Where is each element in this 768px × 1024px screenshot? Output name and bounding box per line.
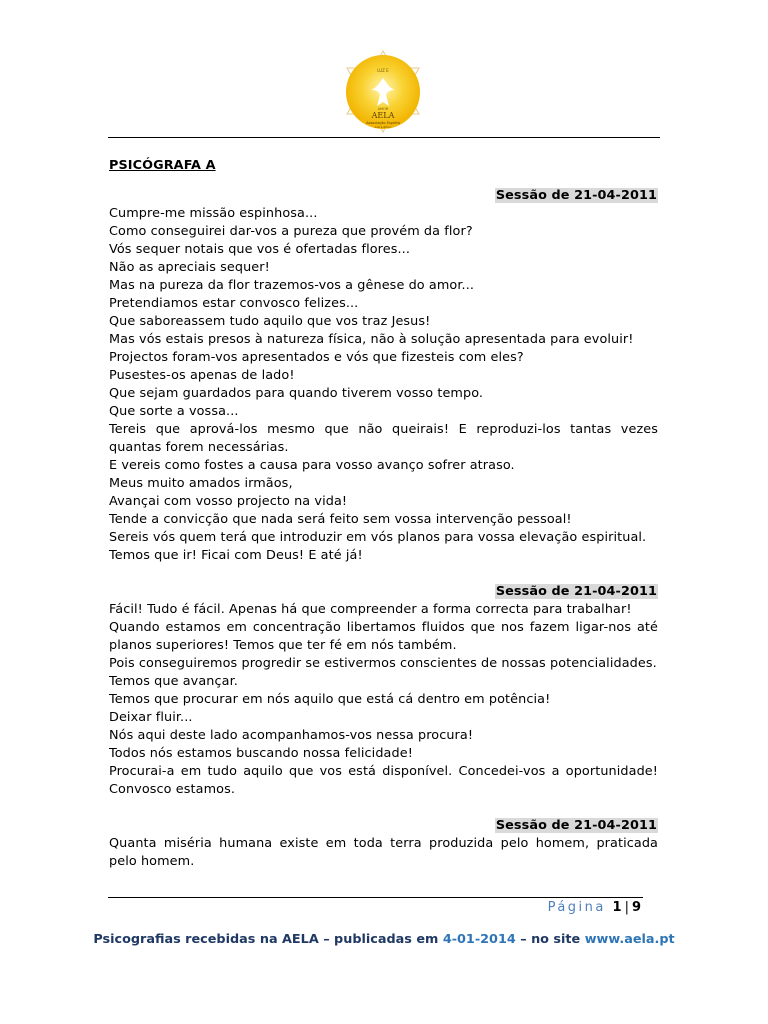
page-total: 9 xyxy=(631,900,641,915)
text-line: E vereis como fostes a causa para vosso avanço sofrer atraso. xyxy=(109,458,515,473)
text-line: Que sorte a vossa... xyxy=(109,404,239,419)
text-line: Deixar fluir... xyxy=(109,710,193,725)
session-date-label xyxy=(109,817,658,835)
document-body xyxy=(109,157,658,871)
session-gap xyxy=(109,799,658,817)
footer-site-link[interactable]: www.aela.pt xyxy=(584,932,675,947)
page-separator: | xyxy=(624,900,629,915)
logo-subtitle-2: Luz e Amor xyxy=(375,125,391,129)
text-line: Que saboreassem tudo aquilo que vos traz Jesus! xyxy=(109,314,431,329)
text-line: Quanta miséria humana existe em toda terra produzida pelo homem, praticada pelo homem. xyxy=(109,836,658,869)
text-line: Procurai-a em tudo aquilo que vos está disponível. Concedei-vos a oportunidade! Convosco estamos. xyxy=(109,764,658,797)
session-block xyxy=(109,583,658,799)
session-date-text: Sessão de 21-04-2011 xyxy=(495,584,657,599)
footer-prefix: Psicografias recebidas na AELA – publicadas em xyxy=(93,932,443,947)
text-line: Todos nós estamos buscando nossa felicidade! xyxy=(109,746,413,761)
session-date-label xyxy=(109,583,658,601)
text-line: Fácil! Tudo é fácil. Apenas há que compreender a forma correcta para trabalhar! xyxy=(109,602,632,617)
text-line: Como conseguirei dar-vos a pureza que provém da flor? xyxy=(109,224,473,239)
session-block xyxy=(109,187,658,565)
session-date-text: Sessão de 21-04-2011 xyxy=(495,818,657,833)
text-line: Vós sequer notais que vos é ofertadas flores... xyxy=(109,242,410,257)
page-current: 1 xyxy=(612,900,622,915)
text-line: Pusestes-os apenas de lado! xyxy=(109,368,295,383)
text-line: Temos que procurar em nós aquilo que está cá dentro em potência! xyxy=(109,692,551,707)
text-line: Temos que ir! Ficai com Deus! E até já! xyxy=(109,548,363,563)
sessions-container xyxy=(109,187,658,871)
text-line: Temos que avançar. xyxy=(109,674,238,689)
session-date-label xyxy=(109,187,658,205)
text-line: Não as apreciais sequer! xyxy=(109,260,270,275)
footer-date: 4-01-2014 xyxy=(442,932,516,947)
logo-mid-text: AMOR xyxy=(377,107,389,111)
text-line: Projectos foram-vos apresentados e vós que fizesteis com eles? xyxy=(109,350,524,365)
page-footer xyxy=(0,932,768,947)
session-block xyxy=(109,817,658,871)
session-gap xyxy=(109,565,658,583)
text-line: Cumpre-me missão espinhosa... xyxy=(109,206,318,221)
logo-name: AELA xyxy=(371,111,395,120)
logo-subtitle: Associação Espírita xyxy=(366,121,400,125)
footer-rule xyxy=(108,897,643,898)
header-rule xyxy=(108,137,660,138)
text-line: Mas na pureza da flor trazemos-vos a gênese do amor... xyxy=(109,278,475,293)
aela-logo xyxy=(333,48,433,138)
page-number xyxy=(548,900,641,915)
text-line: Sereis vós quem terá que introduzir em vós planos para vossa elevação espiritual. xyxy=(109,530,647,545)
session-date-text: Sessão de 21-04-2011 xyxy=(495,188,657,203)
page-label: Página xyxy=(547,900,606,915)
aela-logo-graphic xyxy=(333,48,433,138)
text-line: Meus muito amados irmãos, xyxy=(109,476,293,491)
text-line: Que sejam guardados para quando tiverem vosso tempo. xyxy=(109,386,484,401)
text-line: Pretendiamos estar convosco felizes... xyxy=(109,296,359,311)
text-line: Avançai com vosso projecto na vida! xyxy=(109,494,348,509)
text-line: Mas vós estais presos à natureza física, não à solução apresentada para evoluir! xyxy=(109,332,634,347)
text-line: Quando estamos em concentração libertamos fluidos que nos fazem ligar-nos até planos superiores! Temos que ter fé em nós também. xyxy=(109,620,658,653)
text-line: Nós aqui deste lado acompanhamos-vos nessa procura! xyxy=(109,728,474,743)
footer-middle: – no site xyxy=(515,932,585,947)
document-heading: PSICÓGRAFA A xyxy=(109,158,216,173)
text-line: Tereis que aprová-los mesmo que não queirais! E reproduzi-los tantas vezes quantas forem necessárias. xyxy=(109,422,658,455)
text-line: Tende a convicção que nada será feito sem vossa intervenção pessoal! xyxy=(109,512,572,527)
text-line: Pois conseguiremos progredir se estivermos conscientes de nossas potencialidades. xyxy=(109,656,657,671)
logo-top-text: LUZ E xyxy=(377,68,389,73)
